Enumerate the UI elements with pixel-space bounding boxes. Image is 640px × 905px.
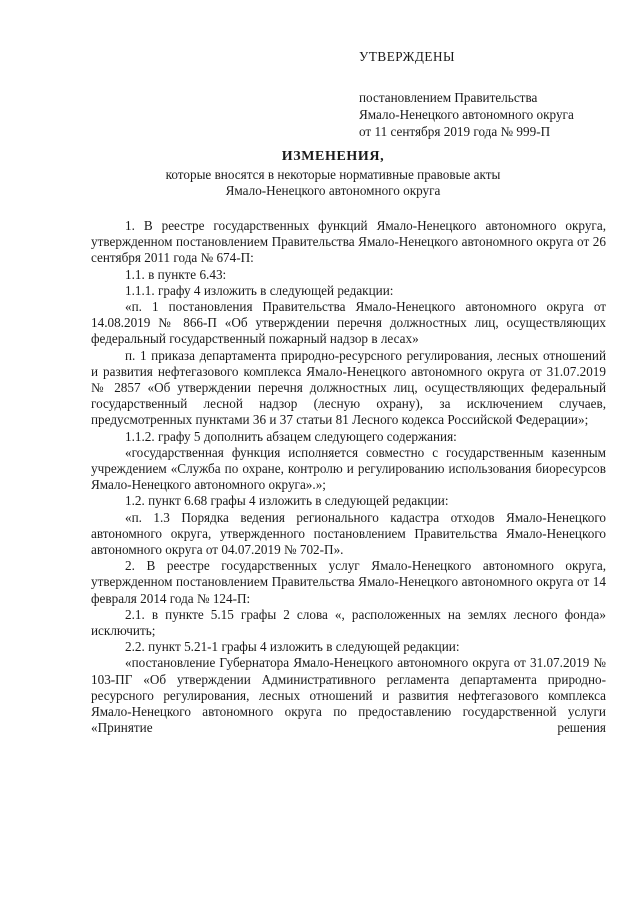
paragraph: 1.1.2. графу 5 дополнить абзацем следующего содержания: [125,428,457,444]
document-title-block [60,149,606,199]
approval-line: от 11 сентября 2019 года № 999-П [359,124,551,139]
paragraph: 1. В реестре государственных функций Ямало-Ненецкого автономного округа, утвержденном постановлением Правительства Ямало-Ненецкого автономного округа от 26 сентября 2011 года № 674-П: [91,218,606,266]
paragraph: «государственная функция исполняется совместно с государственным казенным учреждением «Служба по охране, контролю и регулированию использования биоресурсов Ямало-Ненецкого автономного округа».»; [91,444,606,493]
approval-stamp [359,48,629,140]
document-title: ИЗМЕНЕНИЯ, [281,149,385,164]
paragraph: «п. 1 постановления Правительства Ямало-Ненецкого автономного округа от 14.08.2019 № 866-П «Об утверждении перечня должностных лиц, осуществляющих федеральный государственный пожарный надзор в лесах» [91,299,606,347]
paragraph: 2. В реестре государственных услуг Ямало-Ненецкого автономного округа, утвержденном постановлением Правительства Ямало-Ненецкого автономного округа от 14 февраля 2014 года № 124-П: [91,558,606,606]
approval-line: Ямало-Ненецкого автономного округа [359,107,574,122]
approval-line: постановлением Правительства [359,90,538,105]
paragraph: 1.2. пункт 6.68 графы 4 изложить в следующей редакции: [125,493,449,509]
approval-heading: УТВЕРЖДЕНЫ [359,49,456,64]
paragraph: п. 1 приказа департамента природно-ресурсного регулирования, лесных отношений и развития нефтегазового комплекса Ямало-Ненецкого автономного округа от 31.07.2019 № 2857 «Об утверждении перечня должностных лиц, осуществляющих федеральный государственный лесной надзор (лесную охрану), за исключением случаев, предусмотренных пунктами 36 и 37 статьи 81 Лесного кодекса Российской Федерации»; [91,347,606,428]
paragraph: 2.1. в пункте 5.15 графы 2 слова «, расположенных на землях лесного фонда» исключить; [91,606,606,639]
document-subtitle: Ямало-Ненецкого автономного округа [225,183,441,198]
paragraph: «п. 1.3 Порядка ведения регионального кадастра отходов Ямало-Ненецкого автономного округа, утвержденного постановлением Правительства Ямало-Ненецкого автономного округа от 04.07.2019 № 702-П». [91,509,606,558]
document-subtitle: которые вносятся в некоторые нормативные правовые акты [165,167,501,182]
paragraph: 1.1. в пункте 6.43: [125,266,227,282]
paragraph: 2.2. пункт 5.21-1 графы 4 изложить в следующей редакции: [125,639,460,655]
paragraph: 1.1.1. графу 4 изложить в следующей редакции: [125,282,394,298]
document-body [91,218,606,737]
paragraph: «постановление Губернатора Ямало-Ненецкого автономного округа от 31.07.2019 № 103-ПГ «Об утверждении Административного регламента департамента природно-ресурсного регулирования, лесных отношений и развития нефтегазового комплекса Ямало-Ненецкого автономного округа по предоставлению государственной услуги «Принятие решения [91,655,606,736]
